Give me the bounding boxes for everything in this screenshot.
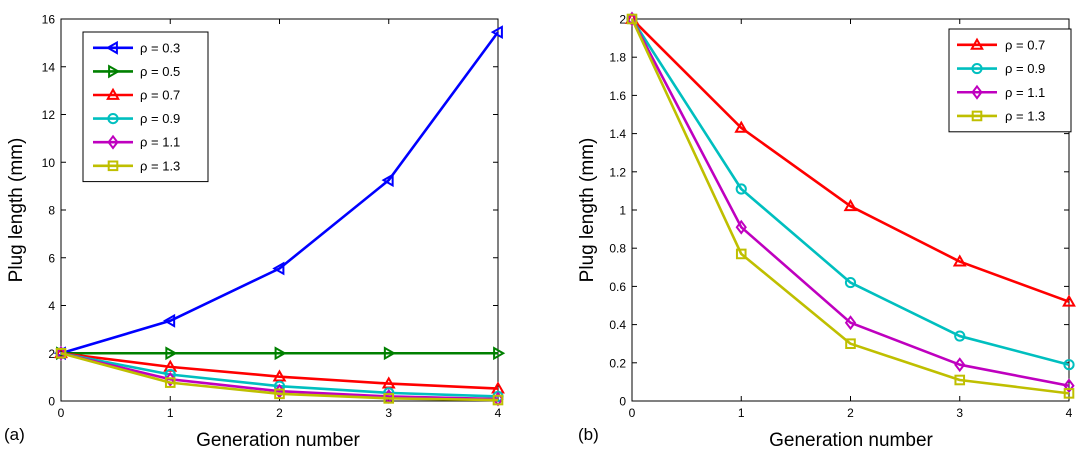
x-axis-label: Generation number [769,430,933,451]
x-tick-label: 0 [57,406,65,420]
x-tick-label: 3 [385,406,393,420]
legend [83,32,208,182]
y-axis-label: Plug length (mm) [577,137,598,283]
legend-label: ρ = 1.1 [140,134,181,150]
x-tick-label: 4 [1065,406,1073,420]
y-tick-label: 0.8 [609,241,626,256]
legend-label: ρ = 0.7 [140,87,181,103]
legend-label: ρ = 0.9 [1005,61,1046,77]
legend-label: ρ = 1.3 [140,158,181,174]
x-tick-label: 2 [847,406,854,420]
x-tick-label: 1 [737,406,745,420]
panel-label: (a) [4,425,25,444]
x-tick-label: 4 [494,406,502,420]
y-tick-label: 1.6 [609,88,626,103]
y-tick-label: 0.2 [609,356,626,371]
y-tick-label: 1.8 [609,50,626,65]
y-tick-label: 1 [619,203,626,218]
x-tick-label: 3 [956,406,964,420]
legend-label: ρ = 0.3 [140,40,181,56]
y-tick-label: 1.4 [609,127,626,142]
y-tick-label: 2 [48,346,55,361]
x-axis-label: Generation number [196,430,360,451]
legend [949,29,1071,132]
x-tick-label: 1 [166,406,174,420]
y-tick-label: 10 [41,155,55,170]
y-tick-label: 1.2 [609,165,626,180]
legend-label: ρ = 1.3 [1005,108,1046,124]
y-tick-label: 12 [41,108,55,122]
y-tick-label: 4 [48,299,55,313]
y-tick-label: 8 [48,203,55,218]
y-tick-label: 16 [41,12,55,27]
y-tick-label: 0 [48,394,55,409]
y-tick-label: 2 [619,12,626,27]
y-tick-label: 6 [48,251,55,266]
legend-label: ρ = 0.9 [140,111,181,127]
legend-label: ρ = 1.1 [1005,84,1046,100]
y-tick-label: 14 [41,60,55,75]
panel-a [4,13,503,452]
legend-label: ρ = 0.7 [1005,37,1046,53]
y-tick-label: 0.4 [609,318,626,333]
panel-label: (b) [578,425,599,444]
legend-label: ρ = 0.5 [140,63,181,79]
x-tick-label: 2 [276,406,283,420]
y-axis-label: Plug length (mm) [6,137,27,283]
y-tick-label: 0.6 [609,279,626,294]
x-tick-label: 0 [628,406,636,420]
panel-b [577,13,1074,452]
y-tick-label: 0 [619,394,626,409]
